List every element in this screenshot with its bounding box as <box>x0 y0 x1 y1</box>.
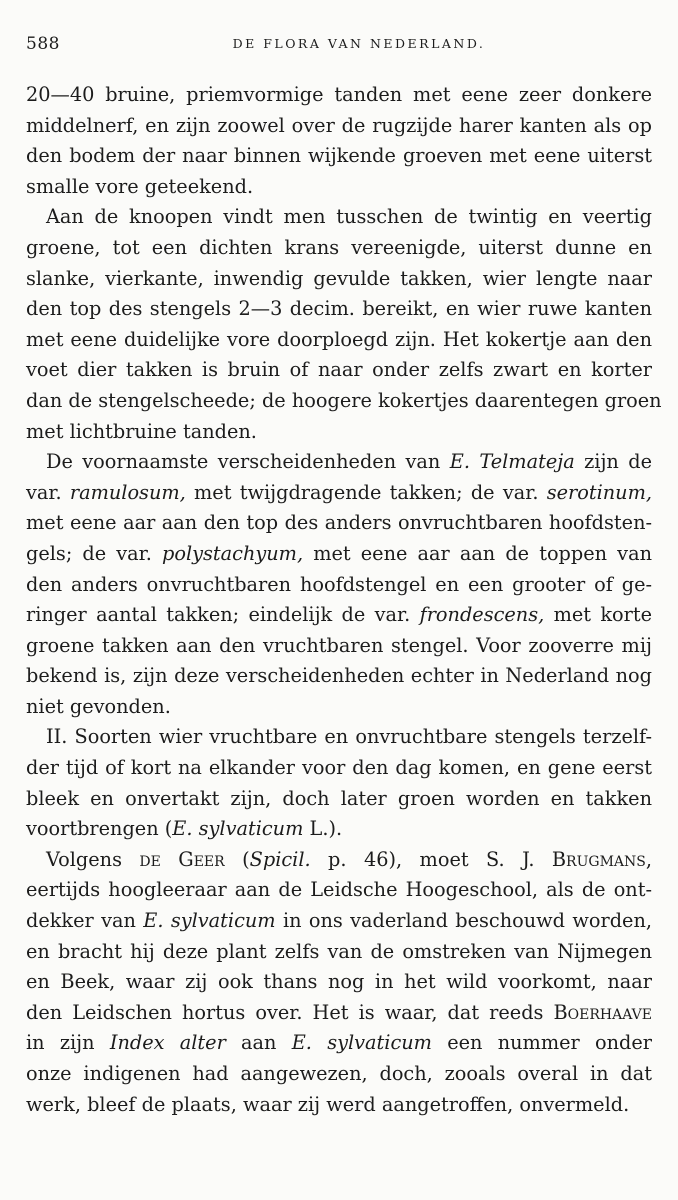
text-line: met eene duidelijke vore doorploegd zijn. Het kokertje aan den <box>26 327 652 351</box>
text-run: voortbrengen ( <box>26 817 173 841</box>
text-line <box>26 845 652 876</box>
text-line: der tijd of kort na elkander voor den dag komen, en gene eerst <box>26 756 652 780</box>
text-line <box>26 539 652 570</box>
text-line <box>26 1028 652 1059</box>
text-line: middelnerf, en zijn zoowel over de rugzijde harer kanten als op <box>26 113 652 137</box>
text-line: groene takken aan den vruchtbaren stengel. Voor zooverre mij <box>26 633 652 657</box>
text-line: onze indigenen had aangewezen, doch, zooals overal in dat <box>26 1062 652 1085</box>
text-run: De voornaamste verscheidenheden van <box>46 450 450 474</box>
text-line: met eene aar aan den top des anders onvruchtbaren hoofdsten- <box>26 511 652 535</box>
text-line: den top des stengels 2—3 decim. bereikt, en wier ruwe kanten <box>26 297 652 321</box>
text-run: p. 46), moet S. J. <box>310 847 552 871</box>
text-line: bleek en onvertakt zijn, doch later groen worden en takken <box>26 786 652 810</box>
work-title: Index alter <box>109 1031 226 1055</box>
species-name: E. sylvaticum <box>291 1031 432 1055</box>
text-line: II. Soorten wier vruchtbare en onvruchtbare stengels terzelf- <box>46 725 652 749</box>
text-run: gels; de var. <box>26 541 162 565</box>
paragraph-2 <box>26 202 662 447</box>
text-run: ringer aantal takken; eindelijk de var. <box>26 603 420 627</box>
text-line <box>26 447 652 478</box>
variety-name: frondescens, <box>419 603 545 627</box>
text-run: met korte <box>544 603 652 627</box>
text-line: dan de stengelscheede; de hoogere kokertjes daarentegen groen <box>26 388 662 412</box>
text-run: var. <box>26 480 70 504</box>
text-line: voet dier takken is bruin of naar onder zelfs zwart en korter <box>26 358 652 382</box>
text-run: zijn de <box>574 450 653 474</box>
text-line: en bracht hij deze plant zelfs van de omstreken van Nijmegen <box>26 939 652 963</box>
text-line: den anders onvruchtbaren hoofdstengel en een grooter of ge- <box>26 572 652 596</box>
text-line <box>26 478 652 509</box>
text-run: den Leidschen hortus over. Het is waar, dat reeds <box>26 1000 554 1024</box>
text-line <box>26 600 652 631</box>
text-run: in zijn <box>26 1031 110 1055</box>
page-header <box>26 34 652 54</box>
text-run: met twijgdragende takken; de var. <box>185 480 547 504</box>
text-run: aan <box>225 1031 292 1055</box>
text-run: met eene aar aan de toppen van <box>303 541 652 565</box>
text-line: slanke, vierkante, inwendig gevulde takken, wier lengte naar <box>26 266 652 290</box>
text-run: ( <box>224 847 250 871</box>
text-line: 20—40 bruine, priemvormige tanden met eene zeer donkere <box>26 83 652 106</box>
paragraph-5 <box>26 845 652 1120</box>
text-run: een nummer onder <box>431 1031 652 1055</box>
author-name: de Geer <box>139 847 225 871</box>
text-run: Volgens <box>46 847 140 871</box>
species-name: E. sylvaticum <box>172 817 304 841</box>
species-name: E. Telmateja <box>449 450 575 474</box>
text-line: met lichtbruine tanden. <box>26 419 257 443</box>
text-line: smalle vore geteekend. <box>26 174 254 198</box>
body-text <box>26 80 662 1120</box>
text-line: en Beek, waar zij ook thans nog in het wild voorkomt, naar <box>26 970 652 994</box>
author-name: Boerhaave <box>553 1000 652 1024</box>
text-run: in ons vaderland beschouwd worden, <box>275 909 653 933</box>
paragraph-4 <box>26 722 652 844</box>
variety-name: ramulosum, <box>69 480 186 504</box>
paragraph-1 <box>26 80 652 202</box>
text-line <box>26 814 652 845</box>
text-line <box>26 906 652 937</box>
text-line: groene, tot een dichten krans vereenigde, uiterst dunne en <box>26 235 652 259</box>
page-number: 588 <box>26 34 60 54</box>
text-line <box>26 998 652 1029</box>
text-line: werk, bleef de plaats, waar zij werd aangetroffen, onvermeld. <box>26 1092 630 1116</box>
text-run: L.). <box>303 817 343 841</box>
variety-name: polystachyum, <box>162 541 304 565</box>
author-name: Brugmans, <box>551 847 652 871</box>
variety-name: serotinum, <box>546 480 652 504</box>
text-line: eertijds hoogleeraar aan de Leidsche Hoogeschool, als de ont- <box>26 878 652 902</box>
running-title: DE FLORA VAN NEDERLAND. <box>232 36 486 51</box>
species-name: E. sylvaticum <box>143 909 276 933</box>
text-line: bekend is, zijn deze verscheidenheden echter in Nederland nog <box>26 664 652 688</box>
text-line: den bodem der naar binnen wijkende groeven met eene uiterst <box>26 144 652 168</box>
work-title: Spicil. <box>249 847 311 871</box>
text-line: Aan de knoopen vindt men tusschen de twintig en veertig <box>46 205 652 229</box>
paragraph-3 <box>26 447 652 722</box>
text-run: dekker van <box>26 909 144 933</box>
text-line: niet gevonden. <box>26 694 171 718</box>
